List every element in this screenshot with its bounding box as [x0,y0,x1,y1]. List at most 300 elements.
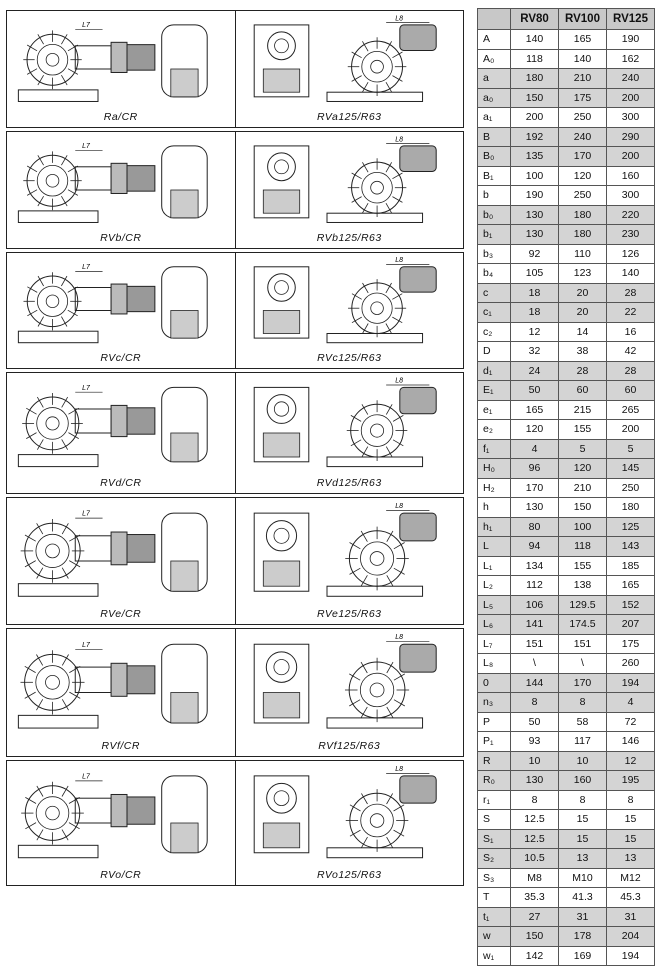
table-row [478,829,655,849]
drawing-caption: RVo/CR [100,869,142,881]
row-key: b [478,186,511,206]
table-row [478,459,655,479]
table-row [478,225,655,245]
row-value: 190 [607,30,655,50]
table-row [478,693,655,713]
table-row [478,810,655,830]
row-key: b₀ [478,205,511,225]
row-value: 146 [607,732,655,752]
row-key: b₄ [478,264,511,284]
table-row [478,498,655,518]
row-value: 118 [511,49,559,69]
drawing-cell-left [7,132,235,248]
drawing-caption: RVd/CR [100,477,142,489]
table-row [478,888,655,908]
row-key: L₅ [478,595,511,615]
table-row [478,381,655,401]
row-value: 41.3 [559,888,607,908]
row-value: 150 [511,927,559,947]
row-value: 130 [511,225,559,245]
drawing-cell-right [235,761,464,885]
row-value: 130 [511,771,559,791]
row-value: 210 [559,478,607,498]
drawing-cell-right [235,11,464,127]
table-row [478,342,655,362]
row-value: 174.5 [559,615,607,635]
row-key: L₆ [478,615,511,635]
table-row [478,732,655,752]
svg-text:L8: L8 [394,15,403,23]
row-value: 200 [607,420,655,440]
row-value: 215 [559,400,607,420]
table-row [478,147,655,167]
row-value: 18 [511,303,559,323]
row-value: M12 [607,868,655,888]
row-value: 15 [559,829,607,849]
row-value: 240 [607,69,655,89]
row-value: 194 [607,946,655,966]
row-value: 150 [511,88,559,108]
table-row [478,517,655,537]
row-value: 120 [559,166,607,186]
row-value: 129.5 [559,595,607,615]
row-key: w₁ [478,946,511,966]
drawing-panel-row [6,760,464,886]
row-value: 125 [607,517,655,537]
row-value: 5 [559,439,607,459]
drawing-caption: RVe/CR [100,608,142,620]
table-row [478,166,655,186]
row-key: S₂ [478,849,511,869]
row-value: 10.5 [511,849,559,869]
table-row [478,88,655,108]
svg-text:L7: L7 [82,143,90,151]
svg-text:L8: L8 [394,136,403,144]
row-key: h [478,498,511,518]
table-row [478,244,655,264]
row-value: 140 [607,264,655,284]
row-key: S₁ [478,829,511,849]
row-value: 112 [511,576,559,596]
technical-drawing [7,373,235,493]
row-value: 13 [607,849,655,869]
row-value: 140 [559,49,607,69]
row-value: 250 [559,108,607,128]
row-value: \ [511,654,559,674]
row-value: 190 [511,186,559,206]
row-value: 142 [511,946,559,966]
drawing-cell-left [7,373,235,493]
row-value: 15 [607,829,655,849]
row-value: M8 [511,868,559,888]
row-key: S [478,810,511,830]
row-key: t₁ [478,907,511,927]
table-row [478,654,655,674]
row-value: 300 [607,108,655,128]
row-value: 80 [511,517,559,537]
row-value: 15 [559,810,607,830]
row-value: 150 [559,498,607,518]
header-rv80: RV80 [511,9,559,30]
row-key: H₀ [478,459,511,479]
row-value: 118 [559,537,607,557]
row-key: A₀ [478,49,511,69]
technical-drawing [236,373,464,493]
drawing-caption: Ra/CR [103,111,138,123]
row-value: 38 [559,342,607,362]
row-key: L₁ [478,556,511,576]
row-value: 250 [559,186,607,206]
row-value: 169 [559,946,607,966]
row-value: 45.3 [607,888,655,908]
row-key: r₁ [478,790,511,810]
row-value: 100 [559,517,607,537]
svg-text:L8: L8 [394,257,403,265]
row-key: a₀ [478,88,511,108]
row-value: 28 [559,361,607,381]
row-key: f₁ [478,439,511,459]
table-row [478,537,655,557]
row-key: R₀ [478,771,511,791]
drawing-cell-right [235,629,464,756]
row-value: 290 [607,127,655,147]
row-value: 8 [511,693,559,713]
row-value: 162 [607,49,655,69]
row-value: 130 [511,498,559,518]
table-row [478,927,655,947]
row-value: 28 [607,283,655,303]
row-value: 20 [559,283,607,303]
svg-text:L8: L8 [394,634,403,642]
row-value: 42 [607,342,655,362]
table-row [478,186,655,206]
drawing-cell-right [235,498,464,624]
row-value: 35.3 [511,888,559,908]
row-value: 94 [511,537,559,557]
row-key: 0 [478,673,511,693]
svg-text:L7: L7 [82,264,90,272]
row-value: 4 [511,439,559,459]
drawing-cell-left [7,253,235,368]
row-value: 31 [559,907,607,927]
row-value: 200 [511,108,559,128]
row-value: 180 [559,225,607,245]
row-value: 178 [559,927,607,947]
row-key: n₃ [478,693,511,713]
svg-text:L7: L7 [82,773,90,781]
row-value: 200 [607,88,655,108]
table-row [478,946,655,966]
row-key: d₁ [478,361,511,381]
row-value: 185 [607,556,655,576]
drawing-cell-left [7,498,235,624]
table-row [478,771,655,791]
row-value: 18 [511,283,559,303]
row-value: 180 [559,205,607,225]
row-value: 152 [607,595,655,615]
row-value: 20 [559,303,607,323]
row-key: e₁ [478,400,511,420]
table-row [478,478,655,498]
drawing-cell-left [7,629,235,756]
row-value: 200 [607,147,655,167]
table-row [478,634,655,654]
table-row [478,420,655,440]
header-key [478,9,511,30]
row-value: 170 [559,673,607,693]
table-row [478,576,655,596]
row-value: 16 [607,322,655,342]
row-value: 60 [559,381,607,401]
row-value: 15 [607,810,655,830]
table-row [478,127,655,147]
drawing-caption: RVc/CR [100,352,142,364]
row-key: c₂ [478,322,511,342]
row-key: H₂ [478,478,511,498]
table-row [478,303,655,323]
row-value: 27 [511,907,559,927]
table-row [478,439,655,459]
technical-drawing [236,11,464,127]
svg-text:L7: L7 [82,384,90,392]
row-value: 151 [511,634,559,654]
table-row [478,108,655,128]
drawing-cell-right [235,373,464,493]
technical-drawing [236,629,464,756]
row-value: 72 [607,712,655,732]
drawing-cell-right [235,132,464,248]
row-value: 8 [559,790,607,810]
row-value: 175 [559,88,607,108]
row-value: 12.5 [511,829,559,849]
table-row [478,907,655,927]
row-value: 5 [607,439,655,459]
drawing-caption: RVd125/R63 [316,477,382,489]
row-value: 50 [511,381,559,401]
row-key: B [478,127,511,147]
row-value: 93 [511,732,559,752]
row-value: 300 [607,186,655,206]
table-row [478,361,655,381]
table-row [478,69,655,89]
table-row [478,849,655,869]
drawing-panel-row [6,131,464,249]
row-key: D [478,342,511,362]
row-key: T [478,888,511,908]
row-value: 165 [607,576,655,596]
row-value: 250 [607,478,655,498]
row-value: 8 [559,693,607,713]
row-value: 120 [511,420,559,440]
row-value: 195 [607,771,655,791]
technical-drawing [236,253,464,368]
header-rv125: RV125 [607,9,655,30]
row-key: P [478,712,511,732]
drawing-caption: RVo125/R63 [316,869,382,881]
table-row [478,322,655,342]
row-value: 265 [607,400,655,420]
drawing-panel-row [6,372,464,494]
row-key: B₀ [478,147,511,167]
drawing-cell-right [235,253,464,368]
drawing-caption: RVb/CR [100,232,142,244]
row-key: e₂ [478,420,511,440]
row-value: 10 [511,751,559,771]
row-value: 192 [511,127,559,147]
row-value: 230 [607,225,655,245]
row-value: 135 [511,147,559,167]
row-key: w [478,927,511,947]
row-value: 28 [607,361,655,381]
row-key: S₃ [478,868,511,888]
row-value: 8 [511,790,559,810]
technical-drawing [7,11,235,127]
row-value: 155 [559,556,607,576]
drawing-cell-left [7,11,235,127]
technical-drawing [7,498,235,624]
row-key: b₁ [478,225,511,245]
svg-text:L8: L8 [394,765,403,773]
row-value: 32 [511,342,559,362]
row-value: 100 [511,166,559,186]
svg-text:L7: L7 [82,510,90,518]
row-value: 13 [559,849,607,869]
drawing-panel-row [6,10,464,128]
drawing-caption: RVf125/R63 [318,740,381,752]
row-value: 165 [511,400,559,420]
row-key: L₇ [478,634,511,654]
row-value: 126 [607,244,655,264]
row-value: 31 [607,907,655,927]
table-row [478,400,655,420]
row-value: 151 [559,634,607,654]
row-value: 12 [607,751,655,771]
row-value: 260 [607,654,655,674]
svg-text:L8: L8 [394,503,403,511]
row-value: 204 [607,927,655,947]
row-key: c [478,283,511,303]
table-row [478,673,655,693]
row-value: 138 [559,576,607,596]
row-value: 120 [559,459,607,479]
row-value: 194 [607,673,655,693]
row-key: b₃ [478,244,511,264]
table-row [478,751,655,771]
row-key: a [478,69,511,89]
technical-drawing [236,132,464,248]
drawing-panel-row [6,252,464,369]
table-row [478,712,655,732]
table-row [478,790,655,810]
row-key: B₁ [478,166,511,186]
row-value: 170 [511,478,559,498]
row-key: c₁ [478,303,511,323]
row-key: L₈ [478,654,511,674]
table-row [478,205,655,225]
row-value: 24 [511,361,559,381]
row-key: R [478,751,511,771]
table-row [478,595,655,615]
table-row [478,49,655,69]
row-value: 12 [511,322,559,342]
table-row [478,30,655,50]
row-value: 10 [559,751,607,771]
svg-text:L8: L8 [394,377,403,385]
row-value: 165 [559,30,607,50]
row-key: L₂ [478,576,511,596]
table-row [478,283,655,303]
row-key: L [478,537,511,557]
row-value: 110 [559,244,607,264]
row-key: h₁ [478,517,511,537]
table-row [478,556,655,576]
header-rv100: RV100 [559,9,607,30]
drawing-caption: RVb125/R63 [316,232,382,244]
row-value: 60 [607,381,655,401]
technical-drawing [7,629,235,756]
technical-drawing [7,761,235,885]
drawing-caption: RVc125/R63 [317,352,382,364]
row-value: 130 [511,205,559,225]
dimensions-table [477,8,655,966]
row-value: 58 [559,712,607,732]
row-value: 170 [559,147,607,167]
row-value: 123 [559,264,607,284]
row-value: M10 [559,868,607,888]
drawing-panel-row [6,628,464,757]
drawing-caption: RVa125/R63 [316,111,382,123]
table-row [478,868,655,888]
svg-text:L7: L7 [82,641,90,649]
row-value: 207 [607,615,655,635]
row-value: 92 [511,244,559,264]
row-value: 144 [511,673,559,693]
table-row [478,264,655,284]
row-value: 143 [607,537,655,557]
technical-drawing [7,132,235,248]
technical-drawing [236,761,464,885]
drawing-caption: RVe125/R63 [316,608,382,620]
row-value: 22 [607,303,655,323]
row-value: 180 [511,69,559,89]
row-value: 4 [607,693,655,713]
row-key: a₁ [478,108,511,128]
row-value: 210 [559,69,607,89]
row-value: 155 [559,420,607,440]
row-value: 117 [559,732,607,752]
row-value: 106 [511,595,559,615]
drawing-panel-row [6,497,464,625]
row-value: 8 [607,790,655,810]
row-key: P₁ [478,732,511,752]
technical-drawing [236,498,464,624]
row-value: \ [559,654,607,674]
row-value: 134 [511,556,559,576]
row-key: A [478,30,511,50]
drawing-cell-left [7,761,235,885]
row-value: 12.5 [511,810,559,830]
row-value: 96 [511,459,559,479]
row-value: 175 [607,634,655,654]
row-value: 140 [511,30,559,50]
row-value: 145 [607,459,655,479]
table-row [478,615,655,635]
svg-text:L7: L7 [82,22,90,30]
drawing-caption: RVf/CR [101,740,140,752]
row-value: 105 [511,264,559,284]
row-value: 50 [511,712,559,732]
row-value: 141 [511,615,559,635]
